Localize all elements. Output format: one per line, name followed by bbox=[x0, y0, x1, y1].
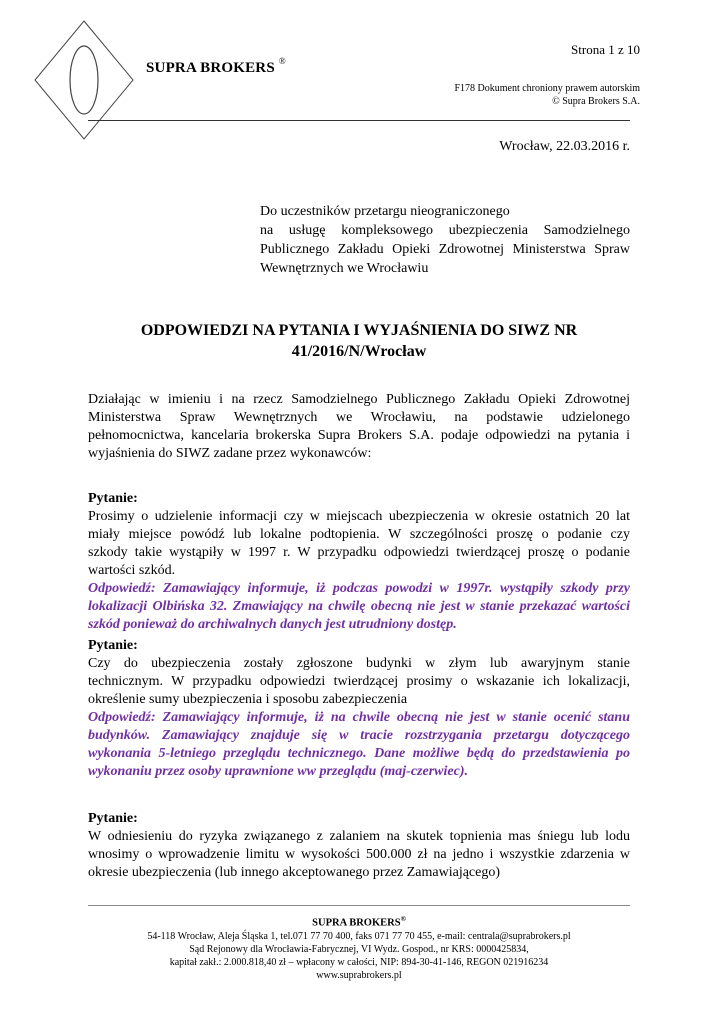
qa-block-2: Pytanie: Czy do ubezpieczenia zostały zgłoszone budynki w złym lub awaryjnym stanie technicznym. W przypadku odpowiedzi twierdzącej prosimy o wskazanie ich lokalizacji, określenie sumy ubezpieczenia i sposobu zabezpieczenia Odpowiedź: Zamawiający informuje, iż na chwile obecną nie jest w stanie ocenić stanu budynków. Zamawiający znajduje się w tracie rozstrzygania przetargu dotyczącego wykonania 5-letniego przeglądu technicznego. Dane możliwe będą do przedstawienia po wykonaniu przez osoby uprawnione ww przeglądu (maj-czerwiec). bbox=[88, 638, 630, 779]
supra-brokers-logo bbox=[34, 20, 134, 140]
question-text: Prosimy o udzielenie informacji czy w miejscach ubezpieczenia w okresie ostatnich 20 lat bbox=[88, 509, 630, 524]
footer-address: 54-118 Wrocław, Aleja Śląska 1, tel.071 77 70 400, faks 071 77 70 455, e-mail: centrala@suprabrokers.pl bbox=[147, 930, 571, 942]
intro-paragraph: Działając w imieniu i na rzecz Samodzielnego Publicznego Zakładu Opieki Zdrowotnej Ministerstwa Spraw Wewnętrznych we Wrocławiu, na podstawie udzielonego pełnomocnictwa, kancelaria brokerska Supra Brokers S.A. podaje odpowiedzi na pytania i wyjaśnienia do SIWZ zadane przez wykonawców: bbox=[88, 392, 630, 461]
footer-website: www.suprabrokers.pl bbox=[316, 969, 402, 981]
qa-block-3: Pytanie: W odniesieniu do ryzyka związanego z zalaniem na skutek topnienia mas śniegu lub lodu wnosimy o wprowadzenie limitu w wysokości 500.000 zł na jedno i wszystkie zdarzenia w okresie ubezpieczenia (lub innego akceptowanego przez Zamawiającego) bbox=[88, 811, 630, 880]
document-title: ODPOWIEDZI NA PYTANIA I WYJAŚNIENIA DO SIWZ NR 41/2016/N/Wrocław bbox=[140, 322, 578, 360]
qa-block-1: Pytanie: Prosimy o udzielenie informacji czy w miejscach ubezpieczenia w okresie ostatnich 20 lat miały miejsce powódź lub lokalne podtopienia. W szczególności proszę o podanie czy szkody takie wystąpiły w 1997 r. W przypadku odpowiedzi twierdzącej proszę o podanie wartości szkód. Odpowiedź: Zamawiający informuje, iż podczas powodzi w 1997r. wystąpiły szkody przy lokalizacji Olbińska 32. Zmawiający na chwilę obecną nie jest w stanie przekazać wartości szkód ponieważ do archiwalnych danych jest utrudniony dostęp. bbox=[88, 491, 630, 632]
footer-divider bbox=[88, 905, 630, 906]
question-label: Pytanie: bbox=[88, 491, 138, 506]
header-divider bbox=[88, 120, 630, 121]
question-text: W odniesieniu do ryzyka związanego z zalaniem na skutek topnienia mas śniegu lub lodu bbox=[88, 829, 630, 844]
addressee-block: Do uczestników przetargu nieograniczonego na usługę kompleksowego ubezpieczenia Samodzielnego Publicznego Zakładu Opieki Zdrowotnej Ministerstwa Spraw Wewnętrznych we Wrocławiu bbox=[260, 204, 630, 276]
page-number: Strona 1 z 10 bbox=[571, 42, 640, 57]
answer-text: Odpowiedź: Zamawiający informuje, iż na chwile obecną nie jest w stanie ocenić stanu bbox=[88, 710, 630, 725]
footer-capital: kapitał zakł.: 2.000.818,40 zł – wpłacony w całości, NIP: 894-30-41-146, REGON 021916234 bbox=[169, 956, 549, 968]
footer-company: SUPRA BROKERS® bbox=[312, 915, 406, 929]
copyright-notice: F178 Dokument chroniony prawem autorskim © Supra Brokers S.A. bbox=[454, 83, 640, 107]
question-label: Pytanie: bbox=[88, 811, 138, 826]
question-label: Pytanie: bbox=[88, 638, 138, 653]
answer-text: Odpowiedź: Zamawiający informuje, iż podczas powodzi w 1997r. wystąpiły szkody przy bbox=[88, 581, 630, 596]
footer bbox=[88, 913, 630, 982]
brand-name: SUPRA BROKERS ® bbox=[146, 56, 286, 76]
document-date: Wrocław, 22.03.2016 r. bbox=[499, 139, 630, 154]
footer-court: Sąd Rejonowy dla Wrocławia-Fabrycznej, VI Wydz. Gospod., nr KRS: 0000425834, bbox=[189, 943, 529, 955]
question-text: Czy do ubezpieczenia zostały zgłoszone budynki w złym lub awaryjnym stanie bbox=[88, 656, 630, 671]
